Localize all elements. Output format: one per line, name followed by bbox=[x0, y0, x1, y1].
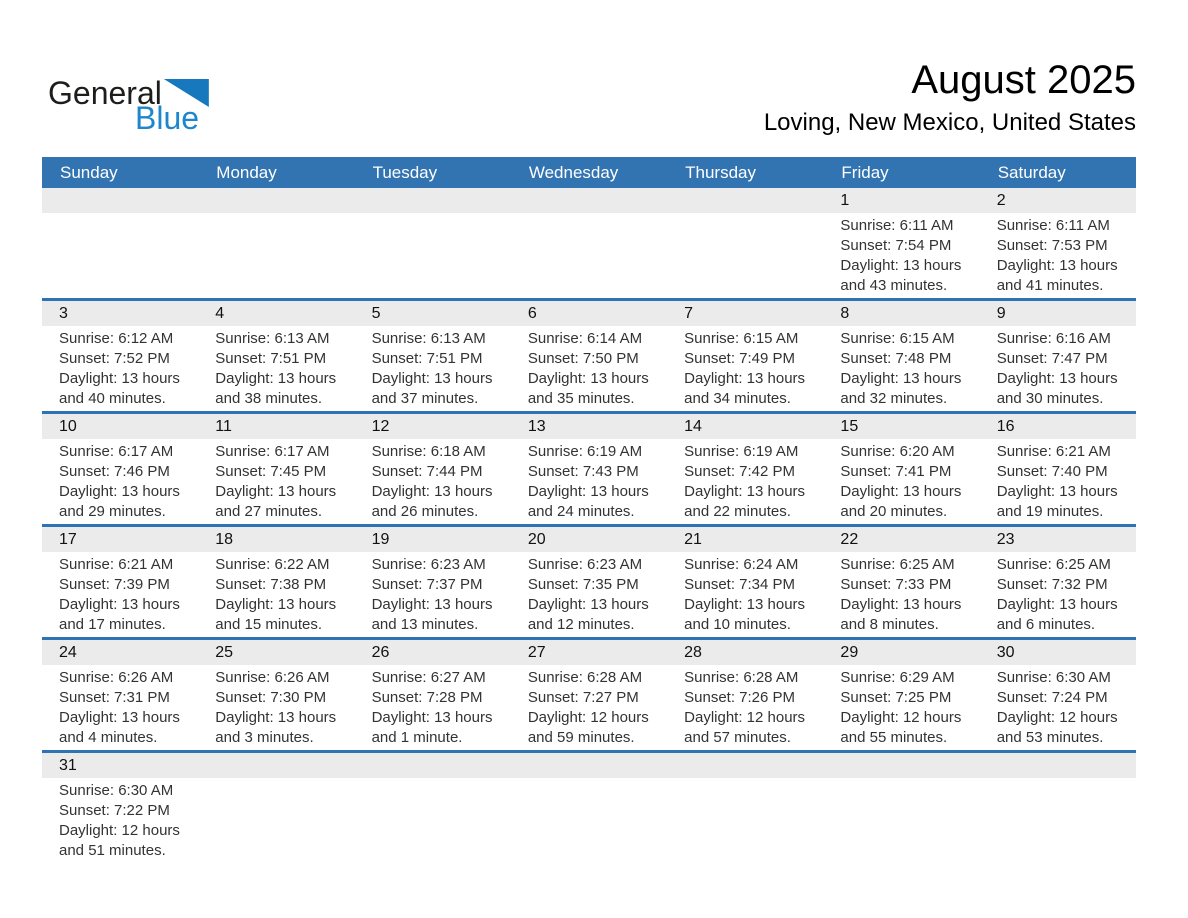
sunset-text: Sunset: 7:53 PM bbox=[996, 237, 1108, 254]
sunset-text: Sunset: 7:51 PM bbox=[371, 350, 483, 367]
daylight-text-line1: Daylight: 12 hours bbox=[840, 709, 962, 726]
daylight-text-line2: and 51 minutes. bbox=[59, 842, 166, 859]
calendar-day-cell bbox=[511, 527, 667, 637]
week-row bbox=[42, 301, 1136, 414]
daylight-text-line2: and 17 minutes. bbox=[59, 616, 166, 633]
daylight-text-line2: and 34 minutes. bbox=[684, 390, 791, 407]
calendar-day-cell bbox=[511, 301, 667, 411]
day-details bbox=[667, 439, 823, 524]
calendar-empty-cell bbox=[42, 188, 198, 298]
sunset-text: Sunset: 7:30 PM bbox=[215, 689, 327, 706]
weekday-thursday: Thursday bbox=[685, 163, 757, 182]
day-number: 4 bbox=[198, 301, 354, 326]
day-number: 21 bbox=[667, 527, 823, 552]
sunrise-text: Sunrise: 6:20 AM bbox=[840, 443, 955, 460]
daylight-text-line2: and 30 minutes. bbox=[996, 390, 1104, 407]
calendar-day-cell bbox=[511, 414, 667, 524]
sunset-text: Sunset: 7:43 PM bbox=[527, 463, 639, 480]
daylight-text-line2: and 35 minutes. bbox=[527, 390, 635, 407]
day-details bbox=[823, 213, 979, 298]
sunset-text: Sunset: 7:50 PM bbox=[527, 350, 639, 367]
daylight-text-line1: Daylight: 13 hours bbox=[215, 370, 337, 387]
weekday-header-row bbox=[42, 157, 1136, 188]
day-details bbox=[511, 778, 667, 863]
sunrise-text: Sunrise: 6:26 AM bbox=[215, 669, 330, 686]
day-details bbox=[42, 778, 198, 863]
calendar-day-cell bbox=[198, 527, 354, 637]
day-details bbox=[511, 665, 667, 750]
day-details bbox=[667, 778, 823, 863]
daylight-text-line1: Daylight: 13 hours bbox=[840, 596, 962, 613]
day-number: 31 bbox=[42, 753, 198, 778]
calendar-day-cell bbox=[980, 527, 1136, 637]
day-number bbox=[42, 188, 198, 213]
calendar-day-cell bbox=[355, 640, 511, 750]
daylight-text-line1: Daylight: 13 hours bbox=[59, 596, 180, 613]
day-number: 18 bbox=[198, 527, 354, 552]
daylight-text-line2: and 13 minutes. bbox=[371, 616, 479, 633]
calendar-day-cell bbox=[198, 640, 354, 750]
day-details bbox=[980, 439, 1136, 524]
daylight-text-line1: Daylight: 13 hours bbox=[684, 483, 806, 500]
calendar-empty-cell bbox=[355, 188, 511, 298]
daylight-text-line1: Daylight: 13 hours bbox=[684, 370, 806, 387]
day-number bbox=[511, 188, 667, 213]
sunrise-text: Sunrise: 6:30 AM bbox=[996, 669, 1111, 686]
day-number: 16 bbox=[980, 414, 1136, 439]
sunset-text: Sunset: 7:44 PM bbox=[371, 463, 483, 480]
day-number: 30 bbox=[980, 640, 1136, 665]
day-details bbox=[980, 552, 1136, 637]
day-number: 25 bbox=[198, 640, 354, 665]
day-details bbox=[355, 326, 511, 411]
day-number: 28 bbox=[667, 640, 823, 665]
day-number: 20 bbox=[511, 527, 667, 552]
day-details bbox=[823, 439, 979, 524]
sunrise-text: Sunrise: 6:11 AM bbox=[996, 217, 1110, 234]
day-number: 8 bbox=[823, 301, 979, 326]
daylight-text-line2: and 27 minutes. bbox=[215, 503, 323, 520]
sunrise-text: Sunrise: 6:21 AM bbox=[996, 443, 1111, 460]
calendar-day-cell bbox=[823, 640, 979, 750]
sunset-text: Sunset: 7:40 PM bbox=[996, 463, 1108, 480]
day-details bbox=[42, 665, 198, 750]
calendar-empty-cell bbox=[511, 188, 667, 298]
daylight-text-line1: Daylight: 12 hours bbox=[59, 822, 180, 839]
sunset-text: Sunset: 7:25 PM bbox=[840, 689, 952, 706]
page-title: August 2025 bbox=[911, 58, 1136, 102]
sunset-text: Sunset: 7:24 PM bbox=[996, 689, 1108, 706]
sunset-text: Sunset: 7:42 PM bbox=[684, 463, 796, 480]
sunset-text: Sunset: 7:48 PM bbox=[840, 350, 952, 367]
day-number: 14 bbox=[667, 414, 823, 439]
day-number: 26 bbox=[355, 640, 511, 665]
sunrise-text: Sunrise: 6:26 AM bbox=[59, 669, 174, 686]
calendar-day-cell bbox=[355, 527, 511, 637]
day-number: 11 bbox=[198, 414, 354, 439]
calendar-day-cell bbox=[198, 414, 354, 524]
calendar-empty-cell bbox=[355, 753, 511, 863]
sunset-text: Sunset: 7:34 PM bbox=[684, 576, 796, 593]
daylight-text-line2: and 19 minutes. bbox=[996, 503, 1104, 520]
day-details bbox=[667, 665, 823, 750]
logo-text-general: General bbox=[48, 75, 162, 111]
sunrise-text: Sunrise: 6:29 AM bbox=[840, 669, 955, 686]
day-number bbox=[355, 188, 511, 213]
sunrise-text: Sunrise: 6:21 AM bbox=[59, 556, 174, 573]
sunrise-text: Sunrise: 6:19 AM bbox=[684, 443, 799, 460]
week-row bbox=[42, 527, 1136, 640]
sunset-text: Sunset: 7:35 PM bbox=[527, 576, 639, 593]
sunset-text: Sunset: 7:38 PM bbox=[215, 576, 327, 593]
calendar-grid bbox=[42, 188, 1136, 863]
day-number: 9 bbox=[980, 301, 1136, 326]
day-number: 7 bbox=[667, 301, 823, 326]
sunset-text: Sunset: 7:22 PM bbox=[59, 802, 170, 819]
day-details bbox=[667, 213, 823, 298]
sunrise-text: Sunrise: 6:23 AM bbox=[371, 556, 486, 573]
sunset-text: Sunset: 7:52 PM bbox=[59, 350, 170, 367]
calendar-day-cell bbox=[198, 301, 354, 411]
daylight-text-line1: Daylight: 13 hours bbox=[996, 596, 1118, 613]
day-number: 17 bbox=[42, 527, 198, 552]
day-number: 10 bbox=[42, 414, 198, 439]
daylight-text-line2: and 55 minutes. bbox=[840, 729, 948, 746]
day-details bbox=[355, 439, 511, 524]
daylight-text-line2: and 41 minutes. bbox=[996, 277, 1104, 294]
weekday-friday: Friday bbox=[841, 163, 889, 182]
daylight-text-line1: Daylight: 13 hours bbox=[59, 709, 180, 726]
day-details bbox=[823, 665, 979, 750]
day-details bbox=[980, 326, 1136, 411]
daylight-text-line2: and 10 minutes. bbox=[684, 616, 791, 633]
daylight-text-line2: and 53 minutes. bbox=[996, 729, 1104, 746]
day-number: 13 bbox=[511, 414, 667, 439]
day-details bbox=[511, 552, 667, 637]
calendar-day-cell bbox=[823, 414, 979, 524]
day-number bbox=[511, 753, 667, 778]
calendar-empty-cell bbox=[511, 753, 667, 863]
sunrise-text: Sunrise: 6:23 AM bbox=[527, 556, 643, 573]
daylight-text-line1: Daylight: 13 hours bbox=[996, 370, 1118, 387]
sunrise-text: Sunrise: 6:17 AM bbox=[215, 443, 330, 460]
sunrise-text: Sunrise: 6:18 AM bbox=[371, 443, 486, 460]
logo-text-blue: Blue bbox=[135, 100, 200, 136]
sunrise-text: Sunrise: 6:19 AM bbox=[527, 443, 643, 460]
week-row bbox=[42, 414, 1136, 527]
daylight-text-line1: Daylight: 13 hours bbox=[215, 483, 337, 500]
general-blue-logo bbox=[48, 76, 209, 135]
day-number bbox=[980, 753, 1136, 778]
calendar-day-cell bbox=[42, 640, 198, 750]
calendar-day-cell bbox=[823, 527, 979, 637]
calendar-empty-cell bbox=[667, 753, 823, 863]
day-number bbox=[355, 753, 511, 778]
calendar-empty-cell bbox=[980, 753, 1136, 863]
daylight-text-line1: Daylight: 12 hours bbox=[684, 709, 806, 726]
sunset-text: Sunset: 7:39 PM bbox=[59, 576, 170, 593]
day-details bbox=[355, 552, 511, 637]
sunset-text: Sunset: 7:49 PM bbox=[684, 350, 796, 367]
calendar-day-cell bbox=[980, 414, 1136, 524]
sunset-text: Sunset: 7:26 PM bbox=[684, 689, 796, 706]
sunrise-text: Sunrise: 6:13 AM bbox=[371, 330, 486, 347]
day-details bbox=[198, 778, 354, 863]
daylight-text-line2: and 15 minutes. bbox=[215, 616, 323, 633]
day-details bbox=[511, 213, 667, 298]
day-details bbox=[42, 552, 198, 637]
day-details bbox=[355, 665, 511, 750]
calendar-day-cell bbox=[823, 301, 979, 411]
calendar-empty-cell bbox=[198, 753, 354, 863]
title-block bbox=[764, 55, 1136, 139]
daylight-text-line1: Daylight: 13 hours bbox=[371, 709, 493, 726]
daylight-text-line2: and 8 minutes. bbox=[840, 616, 939, 633]
day-number bbox=[198, 753, 354, 778]
calendar-empty-cell bbox=[198, 188, 354, 298]
day-details bbox=[355, 213, 511, 298]
week-row bbox=[42, 188, 1136, 301]
daylight-text-line2: and 3 minutes. bbox=[215, 729, 314, 746]
day-number: 24 bbox=[42, 640, 198, 665]
daylight-text-line1: Daylight: 13 hours bbox=[527, 596, 649, 613]
daylight-text-line1: Daylight: 13 hours bbox=[527, 370, 649, 387]
daylight-text-line2: and 6 minutes. bbox=[996, 616, 1096, 633]
sunrise-text: Sunrise: 6:16 AM bbox=[996, 330, 1111, 347]
sunrise-text: Sunrise: 6:28 AM bbox=[527, 669, 643, 686]
daylight-text-line1: Daylight: 13 hours bbox=[215, 709, 337, 726]
day-number: 19 bbox=[355, 527, 511, 552]
week-row bbox=[42, 640, 1136, 753]
day-number: 3 bbox=[42, 301, 198, 326]
day-details bbox=[198, 665, 354, 750]
daylight-text-line2: and 29 minutes. bbox=[59, 503, 166, 520]
daylight-text-line2: and 32 minutes. bbox=[840, 390, 948, 407]
day-number: 1 bbox=[823, 188, 979, 213]
daylight-text-line1: Daylight: 13 hours bbox=[59, 370, 180, 387]
sunrise-text: Sunrise: 6:11 AM bbox=[840, 217, 954, 234]
sunset-text: Sunset: 7:27 PM bbox=[527, 689, 639, 706]
day-number bbox=[823, 753, 979, 778]
daylight-text-line1: Daylight: 12 hours bbox=[527, 709, 649, 726]
daylight-text-line1: Daylight: 13 hours bbox=[371, 370, 493, 387]
location-subtitle: Loving, New Mexico, United States bbox=[763, 109, 1136, 136]
daylight-text-line1: Daylight: 13 hours bbox=[527, 483, 649, 500]
day-number: 15 bbox=[823, 414, 979, 439]
day-details bbox=[823, 778, 979, 863]
calendar-day-cell bbox=[42, 753, 198, 863]
sunrise-text: Sunrise: 6:14 AM bbox=[527, 330, 643, 347]
sunset-text: Sunset: 7:33 PM bbox=[840, 576, 952, 593]
day-details bbox=[198, 439, 354, 524]
day-number bbox=[667, 188, 823, 213]
sunset-text: Sunset: 7:51 PM bbox=[215, 350, 327, 367]
sunrise-text: Sunrise: 6:24 AM bbox=[684, 556, 799, 573]
daylight-text-line1: Daylight: 13 hours bbox=[371, 596, 493, 613]
sunrise-text: Sunrise: 6:28 AM bbox=[684, 669, 799, 686]
daylight-text-line2: and 4 minutes. bbox=[59, 729, 158, 746]
daylight-text-line2: and 59 minutes. bbox=[527, 729, 635, 746]
day-details bbox=[198, 326, 354, 411]
sunset-text: Sunset: 7:28 PM bbox=[371, 689, 483, 706]
sunset-text: Sunset: 7:47 PM bbox=[996, 350, 1108, 367]
sunrise-text: Sunrise: 6:12 AM bbox=[59, 330, 174, 347]
weekday-sunday: Sunday bbox=[60, 163, 118, 182]
daylight-text-line2: and 12 minutes. bbox=[527, 616, 635, 633]
calendar-day-cell bbox=[980, 188, 1136, 298]
sunrise-text: Sunrise: 6:25 AM bbox=[840, 556, 955, 573]
day-details bbox=[980, 778, 1136, 863]
daylight-text-line2: and 24 minutes. bbox=[527, 503, 635, 520]
daylight-text-line1: Daylight: 12 hours bbox=[996, 709, 1118, 726]
daylight-text-line1: Daylight: 13 hours bbox=[996, 483, 1118, 500]
daylight-text-line1: Daylight: 13 hours bbox=[215, 596, 337, 613]
sunrise-text: Sunrise: 6:25 AM bbox=[996, 556, 1111, 573]
weekday-wednesday: Wednesday bbox=[528, 163, 619, 182]
sunrise-text: Sunrise: 6:27 AM bbox=[371, 669, 486, 686]
sunrise-text: Sunrise: 6:13 AM bbox=[215, 330, 330, 347]
day-number: 6 bbox=[511, 301, 667, 326]
day-details bbox=[198, 552, 354, 637]
daylight-text-line1: Daylight: 13 hours bbox=[59, 483, 180, 500]
day-number: 2 bbox=[980, 188, 1136, 213]
day-number: 23 bbox=[980, 527, 1136, 552]
day-number bbox=[198, 188, 354, 213]
day-details bbox=[355, 778, 511, 863]
weekday-tuesday: Tuesday bbox=[372, 163, 438, 182]
day-number: 5 bbox=[355, 301, 511, 326]
day-number: 12 bbox=[355, 414, 511, 439]
sunrise-text: Sunrise: 6:30 AM bbox=[59, 782, 174, 799]
sunrise-text: Sunrise: 6:22 AM bbox=[215, 556, 330, 573]
daylight-text-line1: Daylight: 13 hours bbox=[371, 483, 493, 500]
calendar-day-cell bbox=[42, 301, 198, 411]
day-number: 29 bbox=[823, 640, 979, 665]
daylight-text-line2: and 26 minutes. bbox=[371, 503, 479, 520]
sunset-text: Sunset: 7:54 PM bbox=[840, 237, 952, 254]
calendar-day-cell bbox=[42, 414, 198, 524]
page-header bbox=[0, 0, 1188, 157]
calendar-empty-cell bbox=[667, 188, 823, 298]
day-details bbox=[511, 326, 667, 411]
day-details bbox=[667, 326, 823, 411]
daylight-text-line1: Daylight: 13 hours bbox=[840, 257, 962, 274]
weekday-saturday: Saturday bbox=[997, 163, 1066, 182]
day-details bbox=[823, 552, 979, 637]
calendar-day-cell bbox=[667, 301, 823, 411]
sunset-text: Sunset: 7:46 PM bbox=[59, 463, 170, 480]
sunrise-text: Sunrise: 6:15 AM bbox=[684, 330, 799, 347]
sunset-text: Sunset: 7:45 PM bbox=[215, 463, 327, 480]
day-details bbox=[980, 213, 1136, 298]
daylight-text-line2: and 22 minutes. bbox=[684, 503, 791, 520]
day-details bbox=[198, 213, 354, 298]
sunrise-text: Sunrise: 6:15 AM bbox=[840, 330, 955, 347]
daylight-text-line2: and 37 minutes. bbox=[371, 390, 479, 407]
calendar-day-cell bbox=[980, 640, 1136, 750]
calendar bbox=[42, 157, 1136, 863]
calendar-day-cell bbox=[355, 301, 511, 411]
week-row bbox=[42, 753, 1136, 863]
day-details bbox=[42, 326, 198, 411]
daylight-text-line2: and 43 minutes. bbox=[840, 277, 948, 294]
calendar-empty-cell bbox=[823, 753, 979, 863]
daylight-text-line1: Daylight: 13 hours bbox=[996, 257, 1118, 274]
daylight-text-line2: and 20 minutes. bbox=[840, 503, 948, 520]
day-number bbox=[667, 753, 823, 778]
day-details bbox=[42, 213, 198, 298]
day-number: 27 bbox=[511, 640, 667, 665]
day-details bbox=[823, 326, 979, 411]
calendar-day-cell bbox=[667, 527, 823, 637]
weekday-monday: Monday bbox=[216, 163, 277, 182]
daylight-text-line2: and 1 minute. bbox=[371, 729, 463, 746]
calendar-day-cell bbox=[42, 527, 198, 637]
sunset-text: Sunset: 7:37 PM bbox=[371, 576, 483, 593]
sunset-text: Sunset: 7:41 PM bbox=[840, 463, 952, 480]
daylight-text-line2: and 57 minutes. bbox=[684, 729, 791, 746]
daylight-text-line2: and 40 minutes. bbox=[59, 390, 166, 407]
day-details bbox=[980, 665, 1136, 750]
daylight-text-line1: Daylight: 13 hours bbox=[840, 370, 962, 387]
calendar-day-cell bbox=[511, 640, 667, 750]
day-number: 22 bbox=[823, 527, 979, 552]
calendar-day-cell bbox=[823, 188, 979, 298]
calendar-day-cell bbox=[667, 640, 823, 750]
day-details bbox=[511, 439, 667, 524]
daylight-text-line1: Daylight: 13 hours bbox=[684, 596, 806, 613]
daylight-text-line1: Daylight: 13 hours bbox=[840, 483, 962, 500]
sunset-text: Sunset: 7:31 PM bbox=[59, 689, 170, 706]
sunrise-text: Sunrise: 6:17 AM bbox=[59, 443, 174, 460]
daylight-text-line2: and 38 minutes. bbox=[215, 390, 323, 407]
calendar-day-cell bbox=[355, 414, 511, 524]
day-details bbox=[667, 552, 823, 637]
day-details bbox=[42, 439, 198, 524]
calendar-day-cell bbox=[980, 301, 1136, 411]
calendar-day-cell bbox=[667, 414, 823, 524]
sunset-text: Sunset: 7:32 PM bbox=[996, 576, 1108, 593]
